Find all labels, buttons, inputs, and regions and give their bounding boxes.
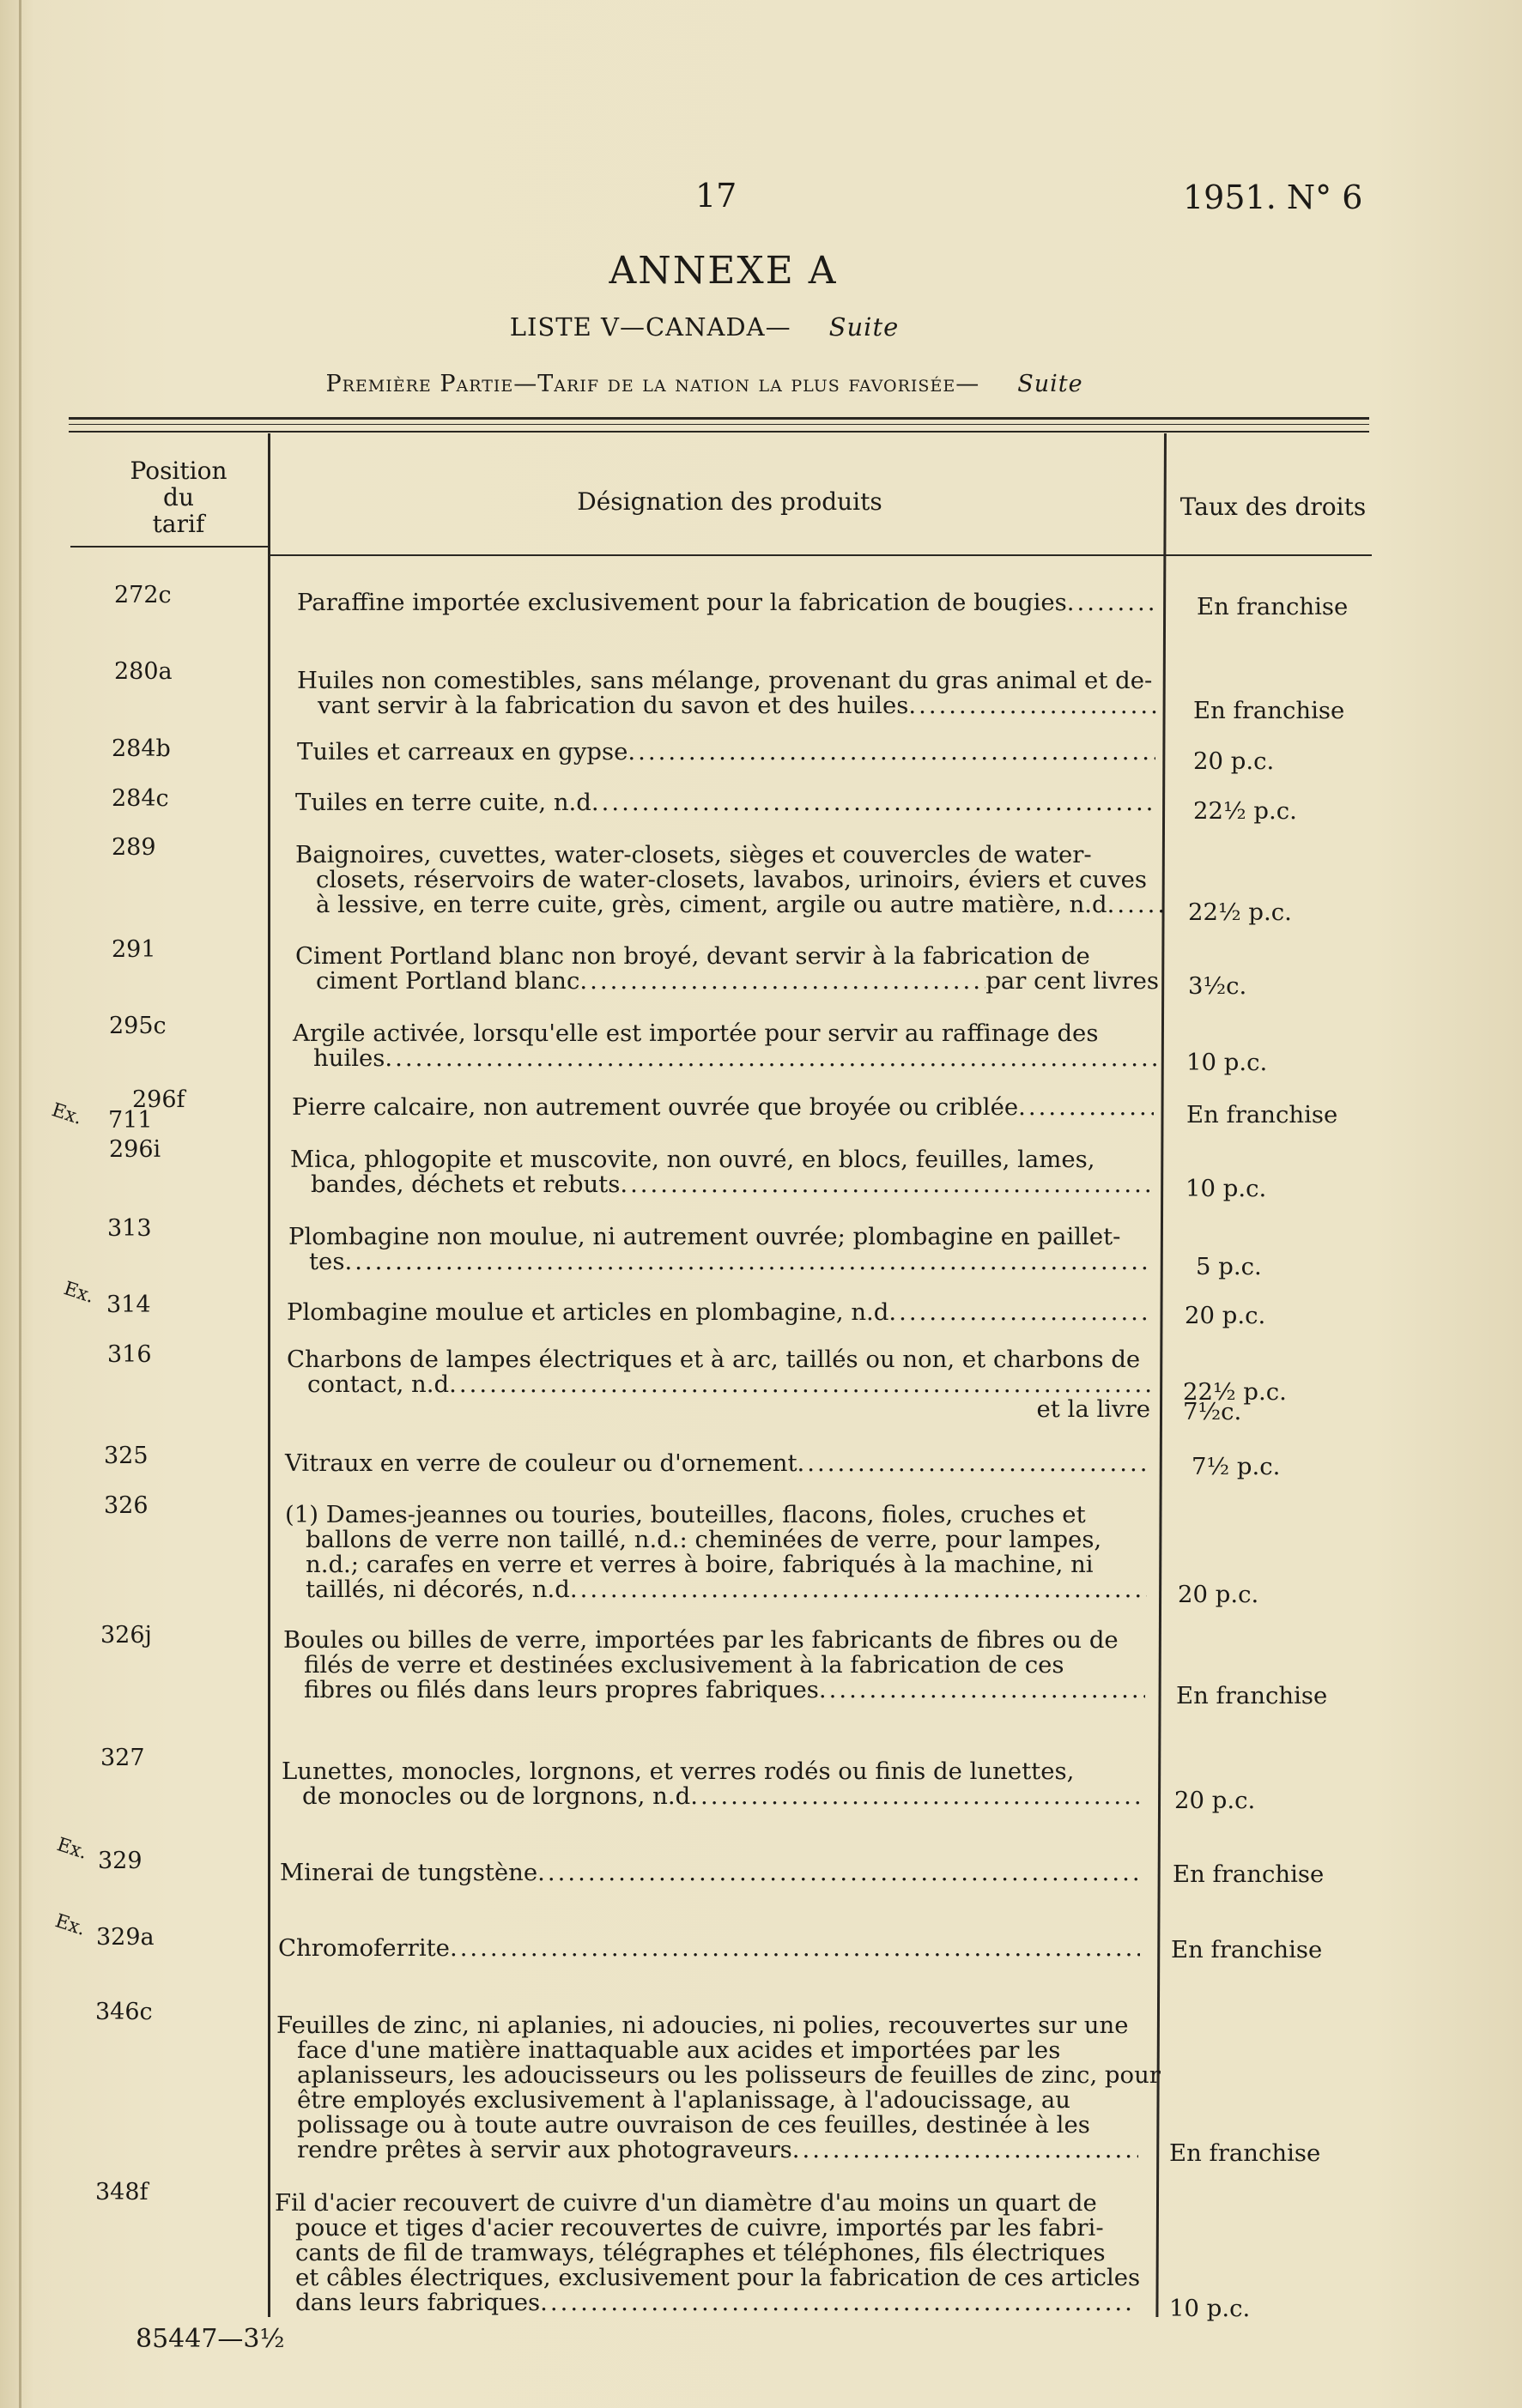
item-description: Mica, phlogopite et muscovite, non ouvré, en blocs, feuilles, lames, bandes, déchets et rebuts .....	[290, 1147, 1152, 1197]
table-top-rule-thin	[69, 424, 1369, 425]
item-description: (1) Dames-jeannes ou touries, bouteilles, flacons, fioles, cruches et ballons de verre non taillé, n.d.: cheminées de verre, pour lampes, n.d.; carafes en verre et verres à boire, fabriqués à la machine, ni taillés, ni décorés, n.d .....	[285, 1503, 1147, 1602]
item-description: Minerai de tungstène .....	[280, 1860, 1142, 1885]
tariff-code: 284b	[112, 735, 171, 762]
tariff-code: 348f	[95, 2179, 149, 2205]
item-description: Feuilles de zinc, ni aplanies, ni adoucies, ni polies, recouvertes sur une face d'une matière inattaquable aux acides et importées par les aplanisseurs, les adoucisseurs ou les polisseurs de feuilles de zinc, pour être employés exclusivement à l'aplanissage, à l'adoucissage, au polissage ou à toute autre ouvraison de ces feuilles, destinée à les rendre prêtes à servir aux photograveurs .....	[276, 2013, 1138, 2163]
duty-rate: 22½ p.c.	[1193, 797, 1297, 825]
table-top-rule-2	[69, 431, 1369, 433]
item-description: Pierre calcaire, non autrement ouvrée que broyée ou criblée .....	[292, 1095, 1154, 1120]
tariff-code: 325	[104, 1443, 149, 1469]
item-description: Chromoferrite .....	[278, 1936, 1140, 1961]
tariff-code: 326	[104, 1492, 149, 1519]
duty-rate: En franchise	[1169, 2139, 1321, 2167]
tariff-code: 296i	[109, 1136, 161, 1163]
duty-rate: 3½c.	[1188, 972, 1247, 1000]
tariff-code: 289	[112, 834, 156, 861]
item-description: Paraffine importée exclusivement pour la fabrication de bougies .....	[297, 590, 1155, 615]
part-title: Première Partie—Tarif de la nation la plus favorisée— Suite	[325, 371, 1083, 397]
column-header-tariff: Position du tarif	[130, 457, 227, 538]
duty-rate: En franchise	[1176, 1682, 1328, 1709]
item-description: Plombagine moulue et articles en plombagine, n.d .....	[287, 1300, 1149, 1325]
tariff-code: 280a	[114, 658, 173, 685]
year-number: 1951. N° 6	[1183, 178, 1363, 216]
duty-rate: En franchise	[1173, 1860, 1325, 1888]
column-header-rate: Taux des droits	[1179, 493, 1367, 521]
binding-edge	[19, 0, 21, 2408]
item-description: Boules ou billes de verre, importées par les fabricants de fibres ou de filés de verre et destinées exclusivement à la fabrication de ces fibres ou filés dans leurs propres fabriques .....	[283, 1628, 1145, 1703]
ex-prefix: Ex.	[49, 1099, 85, 1129]
duty-rate: En franchise	[1171, 1936, 1323, 1963]
item-description: Plombagine non moulue, ni autrement ouvrée; plombagine en paillet- tes .....	[288, 1225, 1150, 1274]
tariff-code: 327	[100, 1745, 145, 1771]
item-description: Baignoires, cuvettes, water-closets, sièges et couvercles de water- closets, réservoirs de water-closets, lavabos, urinoirs, éviers et cuves à lessive, en terre cuite, grès, ciment, argile ou autre matière, n.d .....	[295, 843, 1162, 917]
tariff-code: 326j	[100, 1622, 152, 1649]
duty-rate: 5 p.c.	[1196, 1253, 1262, 1280]
duty-rate: 20 p.c.	[1178, 1581, 1259, 1608]
duty-rate: En franchise	[1186, 1101, 1338, 1128]
footer-code: 85447—3½	[136, 2324, 285, 2354]
duty-rate: 20 p.c.	[1174, 1787, 1256, 1814]
list-title: LISTE V—CANADA— Suite	[509, 312, 900, 342]
column-header-description: Désignation des produits	[577, 487, 882, 516]
tariff-code: 313	[107, 1215, 152, 1242]
ex-prefix: Ex.	[54, 1834, 90, 1864]
item-description: Lunettes, monocles, lorgnons, et verres rodés ou finis de lunettes, de monocles ou de lorgnons, n.d .....	[282, 1759, 1143, 1809]
tariff-code: 346c	[95, 1999, 153, 2025]
duty-rate: En franchise	[1193, 697, 1345, 724]
item-description: Fil d'acier recouvert de cuivre d'un diamètre d'au moins un quart de pouce et tiges d'acier recouvertes de cuivre, importés par les fabri- cants de fil de tramways, télégraphes et téléphones, fils électriques et câbles électriques, exclusivement pour la fabrication de ces articles dans leurs fabriques .....	[275, 2191, 1137, 2315]
item-description: Argile activée, lorsqu'elle est importée pour servir au raffinage des huiles .....	[293, 1021, 1156, 1071]
header-bottom-rule	[270, 554, 1372, 556]
header-bottom-rule-left	[70, 546, 268, 548]
item-description: Tuiles en terre cuite, n.d .....	[295, 790, 1155, 815]
item-description: Huiles non comestibles, sans mélange, provenant du gras animal et de- vant servir à la fabrication du savon et des huiles .....	[297, 669, 1161, 718]
tariff-code: 316	[107, 1341, 152, 1368]
item-description: Tuiles et carreaux en gypse .....	[297, 740, 1155, 765]
tariff-code: 295c	[109, 1013, 167, 1039]
duty-rate: En franchise	[1197, 593, 1349, 620]
duty-rate: 20 p.c.	[1193, 747, 1275, 775]
page-number: 17	[695, 177, 737, 215]
duty-rate: 22½ p.c. 7½c.	[1183, 1378, 1287, 1425]
tariff-code: 272c	[114, 582, 172, 608]
ex-prefix: Ex.	[52, 1910, 88, 1940]
table-top-rule	[69, 417, 1369, 420]
item-description: Vitraux en verre de couleur ou d'ornement .....	[285, 1451, 1147, 1476]
duty-rate: 10 p.c.	[1185, 1175, 1267, 1202]
duty-rate: 10 p.c.	[1169, 2295, 1251, 2322]
ex-prefix: Ex.	[61, 1278, 97, 1308]
item-description: Ciment Portland blanc non broyé, devant servir à la fabrication de ciment Portland blanc ..... par cent livres	[295, 944, 1159, 994]
duty-rate: 22½ p.c.	[1188, 898, 1292, 926]
annex-title: ANNEXE A	[609, 249, 838, 293]
duty-rate: 10 p.c.	[1186, 1049, 1268, 1076]
tariff-code: 284c	[112, 785, 169, 812]
column-divider-left	[268, 433, 270, 2317]
duty-rate: 20 p.c.	[1185, 1302, 1266, 1329]
page: 17 1951. N° 6 ANNEXE A LISTE V—CANADA— Suite Première Partie—Tarif de la nation la plus favorisée— Suite Position du tarif Désignation des produits Taux des droits 272c Paraffine importée exclusivement pour la fabrication de bougies ..... En franchise 280a Huiles non comestibles, sans mélange, provenant du gras animal et de- vant servir à la fabrication du savon et des huiles ..... En franchise 284b Tuiles et carreaux en gypse ..... 20 p.c. 284c Tuiles en terre cuite, n.d ..... 22½ p.c. 289 Baignoires, cuvettes, water-closets, sièges et couvercles de water- closets, réservoirs de water-closets, lavabos, urinoirs, éviers et cuves à lessive, en terre cuite, grès, ciment, argile ou autre matière, n.d ..... 22½ p.c. 291 Ciment Portland blanc non broyé, devant servir à la fabrication de ciment Portland blanc ..... par cent livres 3½c. 295c Argile activée, lorsqu'elle est importée pour servir au raffinage des huiles ..... 10 p.c. Ex. 296f 711 Pierre calcaire, non autrement ouvrée que broyée ou criblée ..... En franchise 296i Mica, phlogopite et muscovite, non ouvré, en blocs, feuilles, lames, bandes, déchets et rebuts ..... 10 p.c. 313 Plombagine non moulue, ni autrement ouvrée; plombagine en paillet- tes ..... 5 p.c. Ex. 314 Plombagine moulue et articles en plombagine, n.d ..... 20 p.c. 316 Charbons de lampes électriques et à arc, taillés ou non, et charbons de contact, n.d ..... et la livre 22½ p.c. 7½c. 325 Vitraux en verre de couleur ou d'ornement ..... 7½ p.c. 326 (1) Dames-jeannes ou touries, bouteilles, flacons, fioles, cruches et ballons de verre non taillé, n.d.: cheminées de verre, pour lampes, n.d.; carafes en verre et verres à boire, fabriqués à la machine, ni taillés, ni décorés, n.d ..... 20 p.c. 326j Boules ou billes de verre, importées par les fabricants de fibres ou de filés de verre et destinées exclusivement à la fabrication de ces fibres ou filés dans leurs propres fabriques ..... En franchise 327 Lunettes, monocles, lorgnons, et verres rodés ou finis de lunettes, de monocles ou de lorgnons, n.d ..... 20 p.c. Ex. 329 Minerai de tungstène ..... En franchise Ex. 329a Chromoferrite ..... En franchise 346c Feuilles de zinc, ni aplanies, ni adoucies, ni polies, recouvertes sur une face d'une matière inattaquable aux acides et importées par les aplanisseurs, les adoucisseurs ou les polisseurs de feuilles de zinc, pour être employés exclusivement à l'aplanissage, à l'adoucissage, au polissage ou à toute autre ouvraison de ces feuilles, destinée à les rendre prêtes à servir aux photograveurs ..... En franchise 348f Fil d'acier recouvert de cuivre d'un diamètre d'au moins un quart de pouce et tiges d'acier recouvertes de cuivre, importés par les fabri- cants de fil de tramways, télégraphes et téléphones, fils électriques et câbles électriques, exclusivement pour la fabrication de ces articles dans leurs fabriques ..... 10 p.c. 85447—3½	[0, 0, 1522, 2408]
duty-rate: 7½ p.c.	[1192, 1453, 1281, 1480]
item-description: Charbons de lampes électriques et à arc, taillés ou non, et charbons de contact, n.d ..... et la livre	[287, 1347, 1150, 1422]
tariff-code: 291	[112, 936, 156, 963]
